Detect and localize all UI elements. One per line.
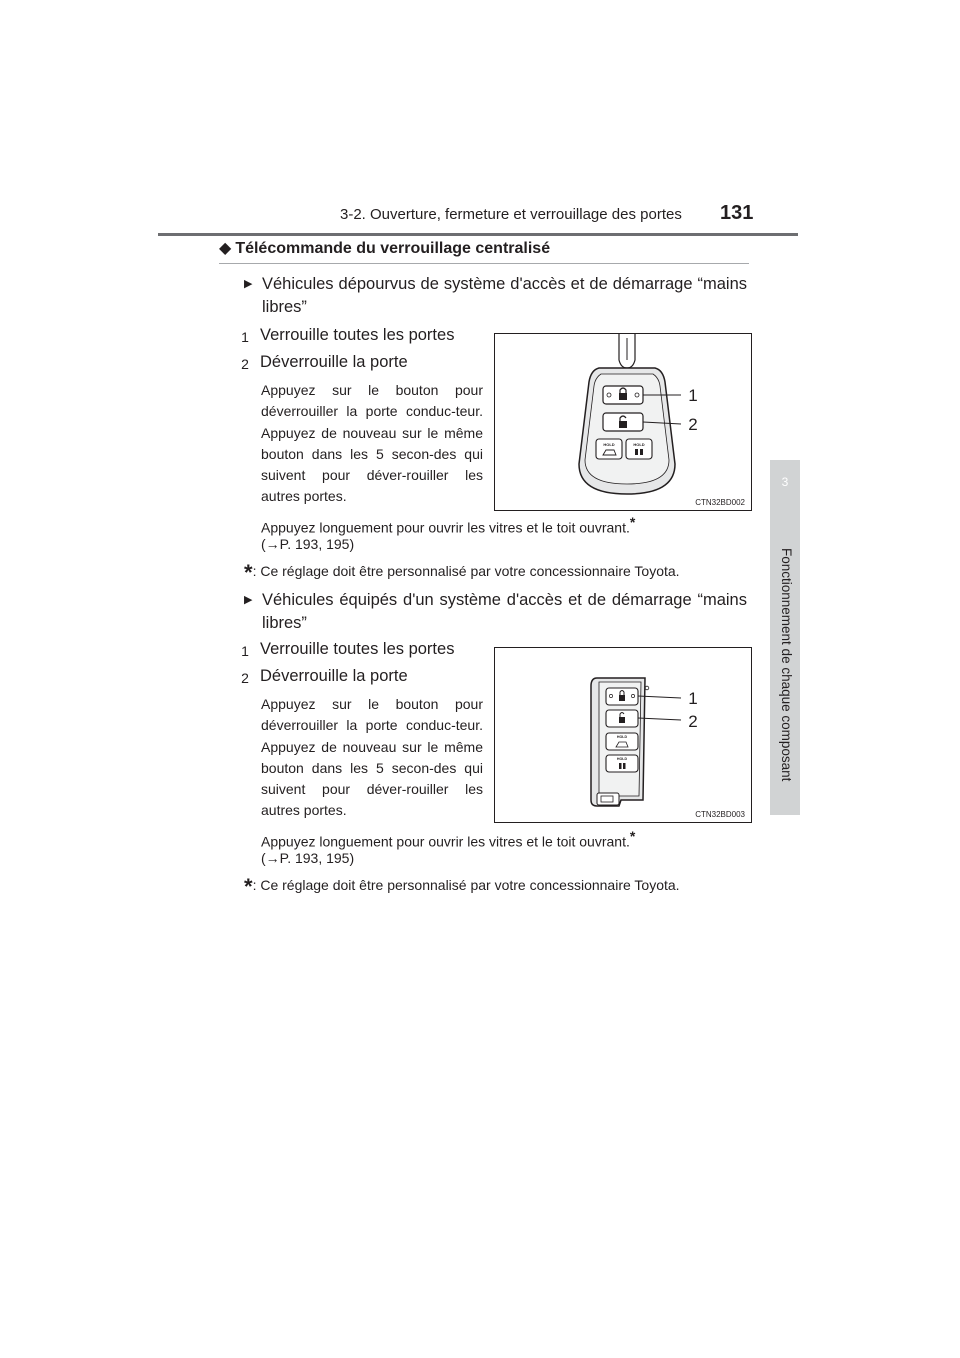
key-remote-figure xyxy=(494,333,752,511)
hold-label: HOLD xyxy=(616,735,628,739)
long-press-text: Appuyez longuement pour ouvrir les vitres et le toit ouvrant.* xyxy=(261,514,636,536)
item-description: Appuyez sur le bouton pour déverrouiller la porte conduc-teur. Appuyez de nouveau sur le même bouton dans les 5 secon-des qui suivent pour déver-rouiller les autres portes. xyxy=(261,696,483,819)
key-remote-illustration xyxy=(495,334,751,510)
hold-label: HOLD xyxy=(633,442,645,447)
triangle-bullet-icon: ▶ xyxy=(244,594,253,606)
section-heading xyxy=(219,238,550,258)
asterisk-icon: * xyxy=(629,828,636,844)
chapter-title: Fonctionnement de chaque composant xyxy=(779,548,794,782)
item-description: Appuyez sur le bouton pour déverrouiller la porte conduc-teur. Appuyez de nouveau sur le même bouton dans les 5 secon-des qui suivent pour déver-rouiller les autres portes. xyxy=(261,382,483,505)
section-title-text: Télécommande du verrouillage centralisé xyxy=(235,240,551,257)
long-press-text: Appuyez longuement pour ouvrir les vitres et le toit ouvrant.* xyxy=(261,828,636,850)
page-number: 131 xyxy=(720,202,754,224)
diamond-icon: ◆ xyxy=(219,240,232,257)
asterisk-icon: * xyxy=(244,874,253,899)
smart-key-figure xyxy=(494,647,752,823)
callout-2: 2 xyxy=(688,712,698,731)
item-label: Déverrouille la porte xyxy=(260,353,408,371)
hold-label: HOLD xyxy=(616,757,628,761)
triangle-bullet-icon: ▶ xyxy=(244,278,253,290)
page-reference: (→P. 193, 195) xyxy=(261,850,355,866)
item-number-mark: 1 xyxy=(241,329,249,345)
item-number-mark: 1 xyxy=(241,643,249,659)
condition-text: ▶ Véhicules dépourvus de système d'accès et de démarrage “mains libres” xyxy=(244,275,747,316)
footnote: *: Ce réglage doit être personnalisé par votre concessionnaire Toyota. xyxy=(244,560,680,585)
figure-code: CTN32BD002 xyxy=(695,498,745,507)
chapter-number: 3 xyxy=(781,475,789,489)
item-number-mark: 2 xyxy=(241,670,249,686)
asterisk-icon: * xyxy=(244,560,253,585)
header-section-title: 3-2. Ouverture, fermeture et verrouillage des portes xyxy=(340,206,682,223)
hold-label: HOLD xyxy=(603,442,615,447)
header-rule xyxy=(158,233,798,236)
condition-text: ▶ Véhicules équipés d'un système d'accès et de démarrage “mains libres” xyxy=(244,591,747,632)
callout-2: 2 xyxy=(688,415,698,434)
item-label: Verrouille toutes les portes xyxy=(260,326,455,344)
item-label: Déverrouille la porte xyxy=(260,667,408,685)
callout-1: 1 xyxy=(688,689,698,708)
item-number-mark: 2 xyxy=(241,356,249,372)
page-reference: (→P. 193, 195) xyxy=(261,536,355,552)
asterisk-icon: * xyxy=(629,514,636,530)
callout-1: 1 xyxy=(688,386,698,405)
figure-code: CTN32BD003 xyxy=(695,810,745,819)
footnote: *: Ce réglage doit être personnalisé par votre concessionnaire Toyota. xyxy=(244,874,680,899)
section-rule xyxy=(219,263,749,264)
item-label: Verrouille toutes les portes xyxy=(260,640,455,658)
smart-key-illustration xyxy=(495,648,751,822)
